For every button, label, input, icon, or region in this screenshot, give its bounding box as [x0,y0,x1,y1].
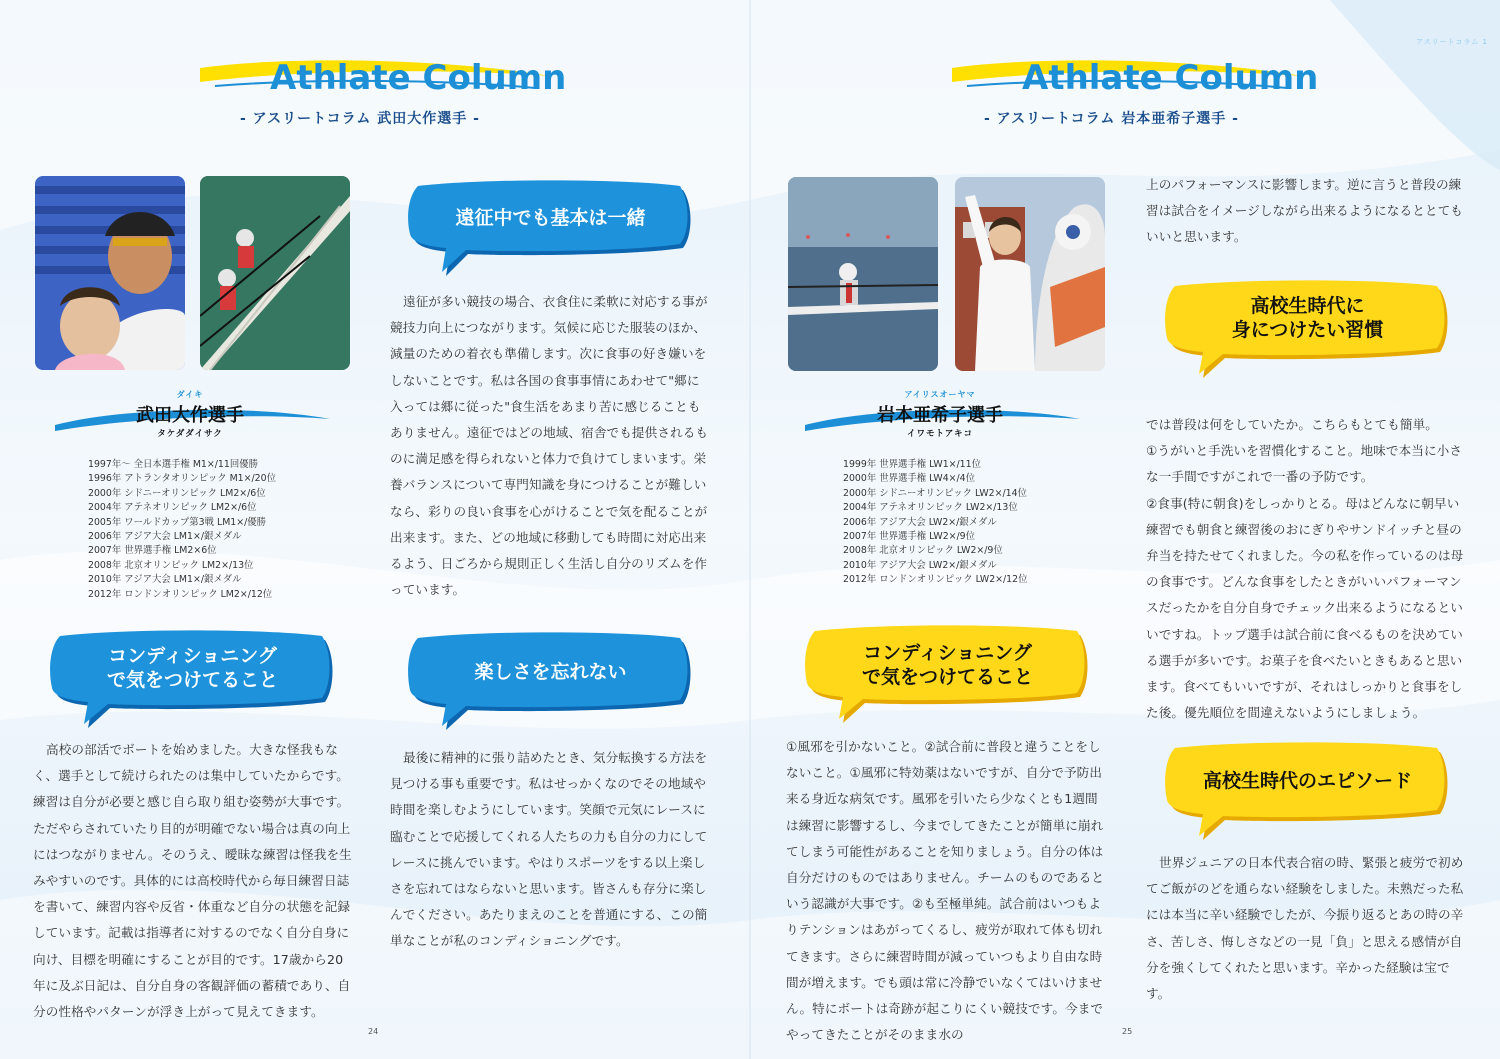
athlete-results-list [843,458,1027,588]
page-number: 25 [1122,1027,1133,1036]
result-item: 2000年 シドニーオリンピック LM2×/6位 [88,487,266,499]
result-item: 2004年 アテネオリンピック LW2×/13位 [843,502,1018,514]
episode-body-text: 世界ジュニアの日本代表合宿の時、緊張と疲労で初めてご飯がのどを通らない経験をしました。未熟だった私には本当に辛い経験でしたが、今振り返るとあの時の辛さ、苦しさ、悔しさなどの一見「負」と思える感情が自分を強くしてくれたと思います。辛かった経験は宝です。 [1146,855,1464,1002]
result-item: 2010年 アジア大会 LW2×/銀メダル [843,559,997,571]
conditioning-body-text: 高校の部活でボートを始めました。大きな怪我もなく、選手として続けられたのは集中していたからです。練習は自分が必要と感じ自ら取り組む姿勢が大事です。ただやらされていたり目的が明確でない場合は真の向上にはつながりません。そのうえ、曖昧な練習は怪我を生みやすいのです。具体的には高校時代から毎日練習日誌を書いて、練習内容や反省・体重など自分の状態を記録しています。記載は指導者に対するのでなく自分自身に向け、目標を明確にすることが目的です。17歳から20年に及ぶ日記は、自分自身の客観評価の蓄積であり、自分の性格やパターンが浮き上がって見えてきます。 [33,742,352,1020]
heading-line-1: コンディショニング [108,645,277,667]
result-item: 1996年 アトランタオリンピック M1×/20位 [88,473,276,485]
heading-bubble-conditioning [50,630,335,730]
athlete-ruby: アイリスオーヤマ [904,390,976,399]
heading-text [50,644,335,692]
result-item: 2012年 ロンドンオリンピック LM2×/12位 [88,588,273,600]
heading-line-2: で気をつけてること [861,666,1033,688]
result-item: 2012年 ロンドンオリンピック LW2×/12位 [843,574,1028,586]
title-text: Athlate Column [1022,58,1319,98]
habits-body-text [1146,412,1468,726]
rowing-photo [788,177,938,371]
result-item: 2008年 北京オリンピック LM2×/13位 [88,559,254,571]
result-item: 1997年～ 全日本選手権 M1×/11回優勝 [88,459,258,470]
heading-line-2: で気をつけてること [106,669,278,691]
conditioning-body-text: ①風邪を引かないこと。②試合前に普段と違うことをしないこと。①風邪に特効薬はないですが、自分で予防出来る身近な病気です。風邪を引いたら少なくとも1週間は練習に影響するし、今までしてきたことが簡単に崩れてしまう可能性があることを知りましょう。自分の体は自分だけのものではありません。チームのものであるという認識が大事です。②も至極単純。試合前はいつもよりテンションはあがってくるし、疲労が取れて体も切れてきます。さらに練習時間が減っていつもより自由な時間が増えます。でも頭は常に冷静でいなくてはいけません。特にボートは奇跡が起こりにくい競技です。今までやってきたことがそのまま水の [786,739,1105,1043]
heading-bubble-travel [408,180,693,280]
title-text: Athlate Column [270,58,567,98]
speech-bubble-icon [408,180,693,280]
page-number: 24 [368,1027,379,1036]
heading-line-1: 高校生時代に [1250,295,1365,317]
athlete-reading: タケダダイサク [157,429,223,439]
result-item: 2006年 アジア大会 LM1×/銀メダル [88,531,242,543]
athlete-name-block [815,389,1065,439]
column-subtitle: - アスリートコラム 武田大作選手 - [240,111,480,127]
rowing-photo [200,176,350,370]
result-item: 2004年 アテネオリンピック LM2×/6位 [88,502,257,514]
athlete-ruby: ダイキ [176,390,204,399]
habits-paragraph: ②食事(特に朝食)をしっかりとる。母はどんなに朝早い練習でも朝食と練習後のおにぎりやサンドイッチと昼の弁当を持たせてくれました。今の私を作っているのは母の食事です。どんな食事をしたときがいいパフォーマンスだったかを自分自身でチェック出来るようになるといいですね。トップ選手は試合前に食べるものを決めている選手が多いです。お菓子を食べたいときもあると思います。食べてもいいですが、それはしっかりと食事をした後。優先順位を間違えないようにしましょう。 [1146,495,1464,721]
heading-bubble-habits [1165,280,1450,380]
continued-body-text: 上のパフォーマンスに影響します。逆に言うと普段の練習は試合をイメージしながら出来るようになるととてもいいと思います。 [1146,177,1463,245]
result-item: 2000年 シドニーオリンピック LW2×/14位 [843,487,1027,499]
athlete-portrait-photo [35,176,185,370]
heading-bubble-fun [408,632,693,732]
heading-text [1165,294,1450,342]
fun-body-text: 最後に精神的に張り詰めたとき、気分転換する方法を見つける事も重要です。私はせっかくなのでその地域や時間を楽しむようにしています。笑顔で元気にレースに臨むことで応援してくれる人たちの力も自分の力にしてレースに挑んでいます。やはりスポーツをする以上楽しさを忘れてはならないと思います。皆さんも存分に楽しんでください。あたりまえのことを普通にする、この簡単なことが私のコンディショニングです。 [390,750,708,949]
result-item: 2005年 ワールドカップ第3戦 LM1×/優勝 [88,516,267,528]
athlete-name: 岩本亜希子選手 [877,405,1003,426]
habits-paragraph: ①うがいと手洗いを習慣化すること。地味で本当に小さな一手間ですがこれで一番の予防です。 [1146,443,1463,485]
result-item: 2000年 世界選手権 LW4×/4位 [843,473,976,485]
column-subtitle: - アスリートコラム 岩本亜希子選手 - [984,111,1239,127]
heading-bubble-conditioning [805,625,1090,725]
habits-paragraph: では普段は何をしていたか。こちらもとても簡単。 [1146,417,1438,432]
athlete-reading: イワモトアキコ [907,429,973,439]
result-item: 2006年 アジア大会 LW2×/銀メダル [843,516,997,528]
travel-body-text: 遠征が多い競技の場合、衣食住に柔軟に対応する事が競技力向上につながります。気候に応じた服装のほか、減量のための着衣も準備します。次に食事の好き嫌いをしないことです。私は各国の食事事情にあわせて"郷に入っては郷に従った"食生活をあまり苦に感じることもありません。遠征ではどの地域、宿舎でも提供されるものに満足感を得られないと体力で負けてしまいます。栄養バランスについて専門知識を身につけることが難しいなら、彩りの良い食事を心がけることで気を配ることが出来ます。また、どの地域に移動しても時間に対応出来るよう、日ごろから規則正しく生活し自分のリズムを作っています。 [390,294,709,598]
athlete-name: 武田大作選手 [136,405,244,426]
column-title [1022,58,1318,98]
right-page [750,0,1500,1059]
result-item: 2010年 アジア大会 LM1×/銀メダル [88,574,242,586]
athlete-name-block [65,389,315,439]
heading-text: 高校生時代のエピソード [1202,770,1412,792]
heading-line-1: コンディショニング [863,642,1032,664]
athlete-portrait-photo [955,177,1105,371]
heading-text: 楽しさを忘れない [474,661,627,683]
result-item: 2007年 世界選手権 LM2×6位 [88,545,217,557]
heading-line-2: 身につけたい習慣 [1231,319,1384,341]
result-item: 1999年 世界選手権 LW1×/11位 [843,459,981,470]
heading-bubble-episode [1165,742,1450,842]
heading-text: 遠征中でも基本は一緒 [455,207,646,229]
athlete-results-list [88,458,276,602]
result-item: 2008年 北京オリンピック LW2×/9位 [843,545,1003,557]
corner-label: アスリートコラム 1 [1415,38,1488,46]
result-item: 2007年 世界選手権 LW2×/9位 [843,531,976,543]
column-title [270,58,566,98]
heading-text [805,641,1090,689]
